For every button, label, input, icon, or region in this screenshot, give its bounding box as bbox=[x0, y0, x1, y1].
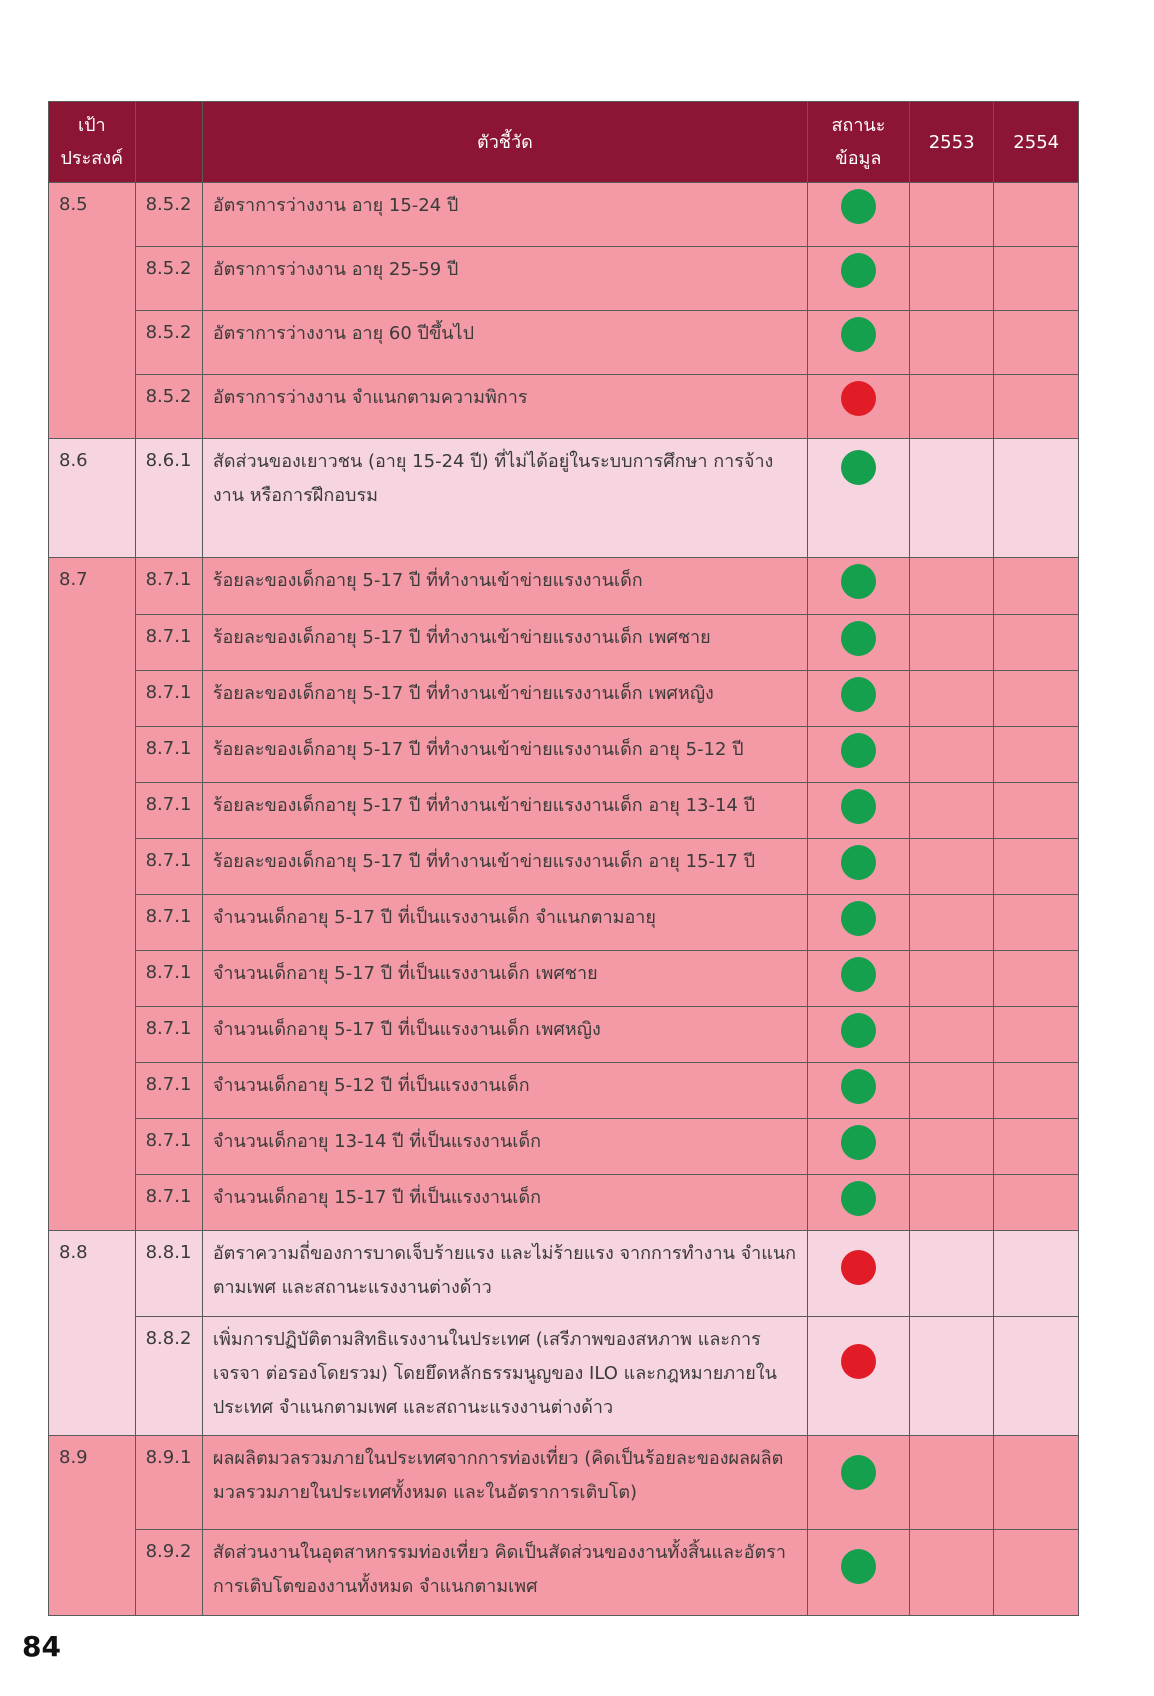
code-cell: 8.7.1 bbox=[135, 615, 202, 671]
year-2553-cell bbox=[909, 671, 994, 727]
indicator-cell: สัดส่วนงานในอุตสาหกรรมท่องเที่ยว คิดเป็นสัดส่วนของงานทั้งสิ้นและอัตรา การเติบโตของงานทั้งหมด จำแนกตามเพศ bbox=[202, 1530, 807, 1616]
year-2554-cell bbox=[994, 247, 1079, 311]
status-indicator-green bbox=[841, 1069, 876, 1104]
year-2554-cell bbox=[994, 671, 1079, 727]
code-cell: 8.5.2 bbox=[135, 247, 202, 311]
code-cell: 8.9.1 bbox=[135, 1436, 202, 1530]
code-cell: 8.7.1 bbox=[135, 671, 202, 727]
header-goal bbox=[49, 102, 136, 183]
year-2553-cell bbox=[909, 375, 994, 439]
year-2553-cell bbox=[909, 183, 994, 247]
table-row bbox=[49, 375, 1079, 439]
year-2554-cell bbox=[994, 1530, 1079, 1616]
status-indicator-green bbox=[841, 189, 876, 224]
table-row bbox=[49, 183, 1079, 247]
status-cell bbox=[807, 439, 909, 558]
table-row bbox=[49, 1119, 1079, 1175]
code-cell: 8.7.1 bbox=[135, 895, 202, 951]
status-indicator-green bbox=[841, 621, 876, 656]
year-2554-cell bbox=[994, 1317, 1079, 1436]
year-2553-cell bbox=[909, 1063, 994, 1119]
year-2553-cell bbox=[909, 311, 994, 375]
code-cell: 8.7.1 bbox=[135, 951, 202, 1007]
status-indicator-red bbox=[841, 1250, 876, 1285]
year-2553-cell bbox=[909, 247, 994, 311]
indicator-cell: จำนวนเด็กอายุ 5-17 ปี ที่เป็นแรงงานเด็ก เพศชาย bbox=[202, 951, 807, 1007]
code-cell: 8.7.1 bbox=[135, 1119, 202, 1175]
page-number: 84 bbox=[22, 1630, 61, 1663]
code-cell: 8.9.2 bbox=[135, 1530, 202, 1616]
year-2553-cell bbox=[909, 1436, 994, 1530]
table-row bbox=[49, 1063, 1079, 1119]
indicator-cell: ร้อยละของเด็กอายุ 5-17 ปี ที่ทำงานเข้าข่ายแรงงานเด็ก อายุ 5-12 ปี bbox=[202, 727, 807, 783]
year-2554-cell bbox=[994, 1436, 1079, 1530]
status-cell bbox=[807, 839, 909, 895]
status-indicator-green bbox=[841, 253, 876, 288]
table-row bbox=[49, 839, 1079, 895]
indicator-cell: อัตราความถี่ของการบาดเจ็บร้ายแรง และไม่ร้ายแรง จากการทำงาน จำแนก ตามเพศ และสถานะแรงงานต่างด้าว bbox=[202, 1231, 807, 1317]
status-indicator-red bbox=[841, 381, 876, 416]
code-cell: 8.7.1 bbox=[135, 839, 202, 895]
header-goal-line2: ประสงค์ bbox=[60, 148, 124, 169]
status-indicator-green bbox=[841, 1125, 876, 1160]
status-cell bbox=[807, 1063, 909, 1119]
status-indicator-green bbox=[841, 564, 876, 599]
header-indicator: ตัวชี้วัด bbox=[202, 102, 807, 183]
status-cell bbox=[807, 1317, 909, 1436]
goal-cell: 8.6 bbox=[49, 439, 136, 558]
year-2554-cell bbox=[994, 783, 1079, 839]
header-status bbox=[807, 102, 909, 183]
year-2554-cell bbox=[994, 439, 1079, 558]
status-cell bbox=[807, 1231, 909, 1317]
year-2554-cell bbox=[994, 615, 1079, 671]
year-2553-cell bbox=[909, 1175, 994, 1231]
status-indicator-red bbox=[841, 1344, 876, 1379]
status-indicator-green bbox=[841, 677, 876, 712]
indicator-table bbox=[48, 101, 1079, 1616]
code-cell: 8.7.1 bbox=[135, 783, 202, 839]
table-row bbox=[49, 311, 1079, 375]
status-indicator-green bbox=[841, 1181, 876, 1216]
year-2553-cell bbox=[909, 951, 994, 1007]
year-2553-cell bbox=[909, 1119, 994, 1175]
status-cell bbox=[807, 311, 909, 375]
status-indicator-green bbox=[841, 901, 876, 936]
year-2554-cell bbox=[994, 375, 1079, 439]
indicator-cell: เพิ่มการปฏิบัติตามสิทธิแรงงานในประเทศ (เสรีภาพของสหภาพ และการเจรจา ต่อรองโดยรวม) โดยยึดหลักธรรมนูญของ ILO และกฎหมายภายในประเทศ จำแนกตามเพศ และสถานะแรงงานต่างด้าว bbox=[202, 1317, 807, 1436]
indicator-cell: อัตราการว่างงาน อายุ 60 ปีขึ้นไป bbox=[202, 311, 807, 375]
indicator-cell: อัตราการว่างงาน จำแนกตามความพิการ bbox=[202, 375, 807, 439]
code-cell: 8.5.2 bbox=[135, 183, 202, 247]
status-cell bbox=[807, 671, 909, 727]
status-cell bbox=[807, 247, 909, 311]
status-cell bbox=[807, 558, 909, 615]
code-cell: 8.5.2 bbox=[135, 375, 202, 439]
indicator-cell: ร้อยละของเด็กอายุ 5-17 ปี ที่ทำงานเข้าข่ายแรงงานเด็ก อายุ 15-17 ปี bbox=[202, 839, 807, 895]
status-cell bbox=[807, 1436, 909, 1530]
goal-cell: 8.7 bbox=[49, 558, 136, 1231]
status-cell bbox=[807, 727, 909, 783]
indicator-cell: สัดส่วนของเยาวชน (อายุ 15-24 ปี) ที่ไม่ได้อยู่ในระบบการศึกษา การจ้างงาน หรือการฝึกอบรม bbox=[202, 439, 807, 558]
table-row bbox=[49, 247, 1079, 311]
year-2553-cell bbox=[909, 615, 994, 671]
year-2553-cell bbox=[909, 783, 994, 839]
year-2554-cell bbox=[994, 1119, 1079, 1175]
status-cell bbox=[807, 895, 909, 951]
year-2554-cell bbox=[994, 727, 1079, 783]
year-2554-cell bbox=[994, 1063, 1079, 1119]
goal-cell: 8.5 bbox=[49, 183, 136, 439]
year-2553-cell bbox=[909, 1231, 994, 1317]
table-row bbox=[49, 439, 1079, 558]
year-2553-cell bbox=[909, 1317, 994, 1436]
status-cell bbox=[807, 1119, 909, 1175]
status-indicator-green bbox=[841, 450, 876, 485]
status-cell bbox=[807, 951, 909, 1007]
year-2554-cell bbox=[994, 895, 1079, 951]
year-2554-cell bbox=[994, 558, 1079, 615]
indicator-cell: จำนวนเด็กอายุ 15-17 ปี ที่เป็นแรงงานเด็ก bbox=[202, 1175, 807, 1231]
header-code bbox=[135, 102, 202, 183]
year-2554-cell bbox=[994, 311, 1079, 375]
status-indicator-green bbox=[841, 1455, 876, 1490]
year-2554-cell bbox=[994, 183, 1079, 247]
code-cell: 8.7.1 bbox=[135, 727, 202, 783]
table-row bbox=[49, 1436, 1079, 1530]
year-2553-cell bbox=[909, 1007, 994, 1063]
year-2553-cell bbox=[909, 558, 994, 615]
status-indicator-green bbox=[841, 1549, 876, 1584]
year-2554-cell bbox=[994, 951, 1079, 1007]
table-row bbox=[49, 1530, 1079, 1616]
status-indicator-green bbox=[841, 733, 876, 768]
table-row bbox=[49, 727, 1079, 783]
code-cell: 8.7.1 bbox=[135, 1175, 202, 1231]
status-cell bbox=[807, 1530, 909, 1616]
table-row bbox=[49, 1175, 1079, 1231]
status-indicator-green bbox=[841, 1013, 876, 1048]
table-row bbox=[49, 1317, 1079, 1436]
indicator-cell: ร้อยละของเด็กอายุ 5-17 ปี ที่ทำงานเข้าข่ายแรงงานเด็ก อายุ 13-14 ปี bbox=[202, 783, 807, 839]
indicator-cell: ร้อยละของเด็กอายุ 5-17 ปี ที่ทำงานเข้าข่ายแรงงานเด็ก เพศชาย bbox=[202, 615, 807, 671]
indicator-cell: ร้อยละของเด็กอายุ 5-17 ปี ที่ทำงานเข้าข่ายแรงงานเด็ก เพศหญิง bbox=[202, 671, 807, 727]
status-indicator-green bbox=[841, 317, 876, 352]
year-2554-cell bbox=[994, 1175, 1079, 1231]
table-row bbox=[49, 671, 1079, 727]
indicator-cell: ร้อยละของเด็กอายุ 5-17 ปี ที่ทำงานเข้าข่ายแรงงานเด็ก bbox=[202, 558, 807, 615]
status-indicator-green bbox=[841, 789, 876, 824]
status-indicator-green bbox=[841, 957, 876, 992]
code-cell: 8.7.1 bbox=[135, 1007, 202, 1063]
table-row bbox=[49, 558, 1079, 615]
table-header-row bbox=[49, 102, 1079, 183]
status-cell bbox=[807, 783, 909, 839]
header-status-line1: สถานะ bbox=[831, 115, 886, 136]
year-2554-cell bbox=[994, 1231, 1079, 1317]
goal-cell: 8.9 bbox=[49, 1436, 136, 1616]
status-cell bbox=[807, 615, 909, 671]
table-row bbox=[49, 1007, 1079, 1063]
header-goal-line1: เป้า bbox=[77, 115, 106, 136]
code-cell: 8.7.1 bbox=[135, 558, 202, 615]
table-row bbox=[49, 895, 1079, 951]
year-2553-cell bbox=[909, 727, 994, 783]
header-year-2554: 2554 bbox=[994, 102, 1079, 183]
indicator-cell: อัตราการว่างงาน อายุ 25-59 ปี bbox=[202, 247, 807, 311]
year-2554-cell bbox=[994, 839, 1079, 895]
header-year-2553: 2553 bbox=[909, 102, 994, 183]
code-cell: 8.8.2 bbox=[135, 1317, 202, 1436]
status-cell bbox=[807, 1007, 909, 1063]
status-cell bbox=[807, 375, 909, 439]
code-cell: 8.7.1 bbox=[135, 1063, 202, 1119]
table-row bbox=[49, 1231, 1079, 1317]
year-2554-cell bbox=[994, 1007, 1079, 1063]
code-cell: 8.6.1 bbox=[135, 439, 202, 558]
indicator-cell: จำนวนเด็กอายุ 5-17 ปี ที่เป็นแรงงานเด็ก เพศหญิง bbox=[202, 1007, 807, 1063]
year-2553-cell bbox=[909, 839, 994, 895]
indicator-cell: จำนวนเด็กอายุ 5-12 ปี ที่เป็นแรงงานเด็ก bbox=[202, 1063, 807, 1119]
table-row bbox=[49, 951, 1079, 1007]
indicator-cell: อัตราการว่างงาน อายุ 15-24 ปี bbox=[202, 183, 807, 247]
indicator-cell: ผลผลิตมวลรวมภายในประเทศจากการท่องเที่ยว (คิดเป็นร้อยละของผลผลิต มวลรวมภายในประเทศทั้งหมด และในอัตราการเติบโต) bbox=[202, 1436, 807, 1530]
year-2553-cell bbox=[909, 439, 994, 558]
status-cell bbox=[807, 1175, 909, 1231]
indicator-cell: จำนวนเด็กอายุ 5-17 ปี ที่เป็นแรงงานเด็ก จำแนกตามอายุ bbox=[202, 895, 807, 951]
code-cell: 8.8.1 bbox=[135, 1231, 202, 1317]
year-2553-cell bbox=[909, 895, 994, 951]
code-cell: 8.5.2 bbox=[135, 311, 202, 375]
status-indicator-green bbox=[841, 845, 876, 880]
table-row bbox=[49, 783, 1079, 839]
table-row bbox=[49, 615, 1079, 671]
indicator-cell: จำนวนเด็กอายุ 13-14 ปี ที่เป็นแรงงานเด็ก bbox=[202, 1119, 807, 1175]
status-cell bbox=[807, 183, 909, 247]
header-status-line2: ข้อมูล bbox=[835, 148, 882, 169]
goal-cell: 8.8 bbox=[49, 1231, 136, 1436]
year-2553-cell bbox=[909, 1530, 994, 1616]
